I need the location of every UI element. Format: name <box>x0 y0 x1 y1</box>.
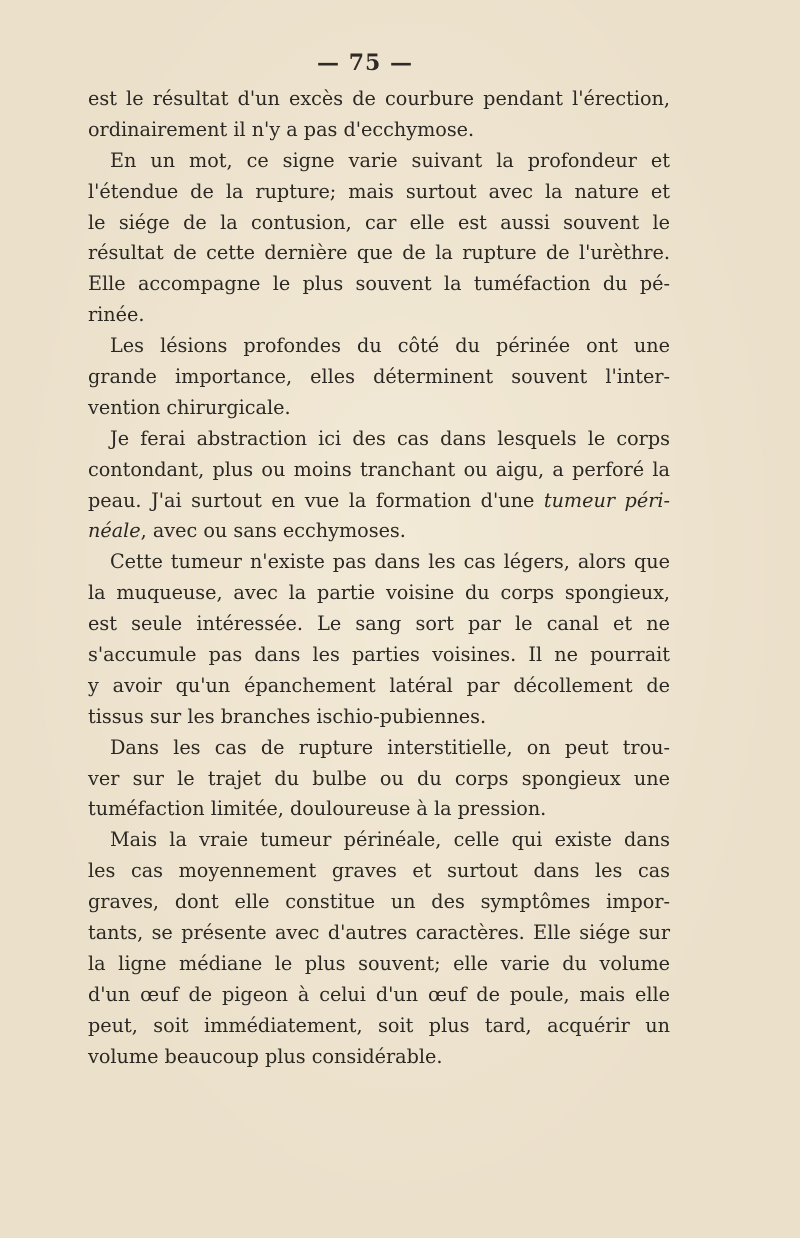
text-line: tants, se présente avec d'autres caractères. Elle siége sur <box>88 921 670 945</box>
text-line: ordinairement il n'y a pas d'ecchymose. <box>88 117 475 141</box>
text-line: résultat de cette dernière que de la rupture de l'urèthre. <box>88 241 670 265</box>
italic-term: néale <box>88 519 141 543</box>
text-line: la ligne médiane le plus souvent; elle varie du volume <box>88 951 670 975</box>
text-line: graves, dont elle constitue un des symptômes impor- <box>88 890 670 914</box>
text-segment: peau. J'ai surtout en vue la formation d'une <box>88 488 544 512</box>
text-segment: , avec ou sans ecchymoses. <box>140 519 406 543</box>
text-line <box>88 516 670 547</box>
text-line: est seule intéressée. Le sang sort par le canal et ne <box>88 612 670 636</box>
text-line: l'étendue de la rupture; mais surtout avec la nature et <box>88 179 670 203</box>
text-line: rinée. <box>88 303 145 327</box>
text-line: grande importance, elles déterminent souvent l'inter- <box>88 365 670 389</box>
text-line: d'un œuf de pigeon à celui d'un œuf de poule, mais elle <box>88 982 670 1006</box>
text-line: ver sur le trajet du bulbe ou du corps spongieux une <box>88 766 670 790</box>
text-line: tuméfaction limitée, douloureuse à la pression. <box>88 797 547 821</box>
text-line: vention chirurgicale. <box>88 395 291 419</box>
text-line: s'accumule pas dans les parties voisines. Il ne pourrait <box>88 643 670 667</box>
text-line: la muqueuse, avec la partie voisine du corps spongieux, <box>88 581 670 605</box>
paragraph-first-line: Mais la vraie tumeur périnéale, celle qui existe dans <box>110 828 670 852</box>
text-line <box>88 486 670 517</box>
paragraph-first-line: Les lésions profondes du côté du périnée ont une <box>110 334 670 358</box>
text-line: tissus sur les branches ischio-pubiennes. <box>88 704 487 728</box>
text-line: est le résultat d'un excès de courbure pendant l'érection, <box>88 87 670 110</box>
paragraph-first-line: Cette tumeur n'existe pas dans les cas légers, alors que <box>110 550 670 574</box>
body-text <box>88 84 670 1073</box>
paragraph-first-line: En un mot, ce signe varie suivant la profondeur et <box>110 148 670 172</box>
text-line: y avoir qu'un épanchement latéral par décollement de <box>88 673 670 697</box>
text-line: le siége de la contusion, car elle est aussi souvent le <box>88 210 670 234</box>
italic-term: tumeur péri- <box>543 488 670 512</box>
paragraph-first-line: Je ferai abstraction ici des cas dans lesquels le corps <box>110 426 670 450</box>
text-line: volume beaucoup plus considérable. <box>88 1044 443 1068</box>
text-line: les cas moyennement graves et surtout dans les cas <box>88 859 670 883</box>
text-line: peut, soit immédiatement, soit plus tard, acquérir un <box>88 1013 670 1037</box>
text-line: contondant, plus ou moins tranchant ou aigu, a perforé la <box>88 457 670 481</box>
paragraph-first-line: Dans les cas de rupture interstitielle, on peut trou- <box>110 735 670 759</box>
text-line: Elle accompagne le plus souvent la tuméfaction du pé- <box>88 272 670 296</box>
page-number: — 75 — <box>317 50 413 76</box>
